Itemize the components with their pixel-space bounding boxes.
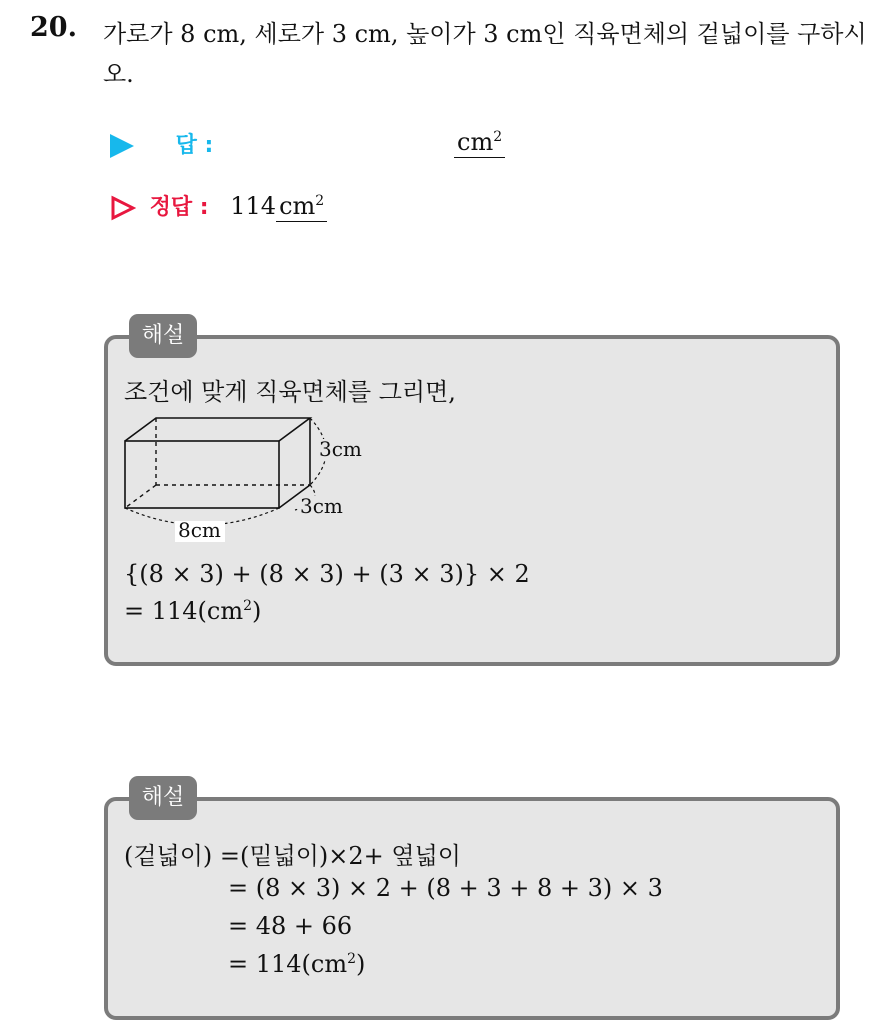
answer-label: 답 : [175, 133, 214, 158]
explanation-tag-2: 해설 [129, 776, 197, 820]
dim-depth-label: 3cm [300, 494, 343, 518]
answer-unit: $cm^2$ [454, 128, 505, 158]
outline-triangle-icon [110, 195, 136, 221]
explanation-1-intro: 조건에 맞게 직육면체를 그리면, [124, 378, 456, 406]
correct-answer-value: 114 [230, 192, 277, 220]
dim-width-label: 8cm [178, 518, 221, 542]
explanation-tag-1: 해설 [129, 314, 197, 358]
question-number: 20. [30, 12, 77, 43]
answer-marker-icon [110, 134, 134, 158]
answer-unit-field[interactable] [454, 128, 505, 156]
explanation-1-formula: {(8 × 3) + (8 × 3) + (3 × 3)} × 2 [124, 560, 530, 588]
question-text: 가로가 8 cm, 세로가 3 cm, 높이가 3 cm인 직육면체의 겉넓이를 구하시오. [103, 20, 867, 88]
dim-height-label: 3cm [319, 437, 362, 461]
correct-answer-row [110, 190, 327, 221]
explanation-1-result: = $114(cm^2)$ [124, 597, 262, 625]
correct-answer-unit: $cm^2$ [276, 192, 327, 222]
answer-row [110, 128, 213, 159]
cuboid-diagram [120, 410, 380, 545]
explanation-box-2 [104, 797, 840, 1020]
explanation-2-line3: = 48 + 66 [228, 912, 353, 940]
explanation-2-line4: = $114(cm^2)$ [228, 950, 366, 978]
explanation-2-line1: (겉넓이) =(밑넓이)×2+ 옆넓이 [124, 842, 461, 870]
explanation-2-line2: = (8 × 3) × 2 + (8 + 3 + 8 + 3) × 3 [228, 874, 663, 902]
correct-answer-label: 정답 : [149, 195, 209, 220]
